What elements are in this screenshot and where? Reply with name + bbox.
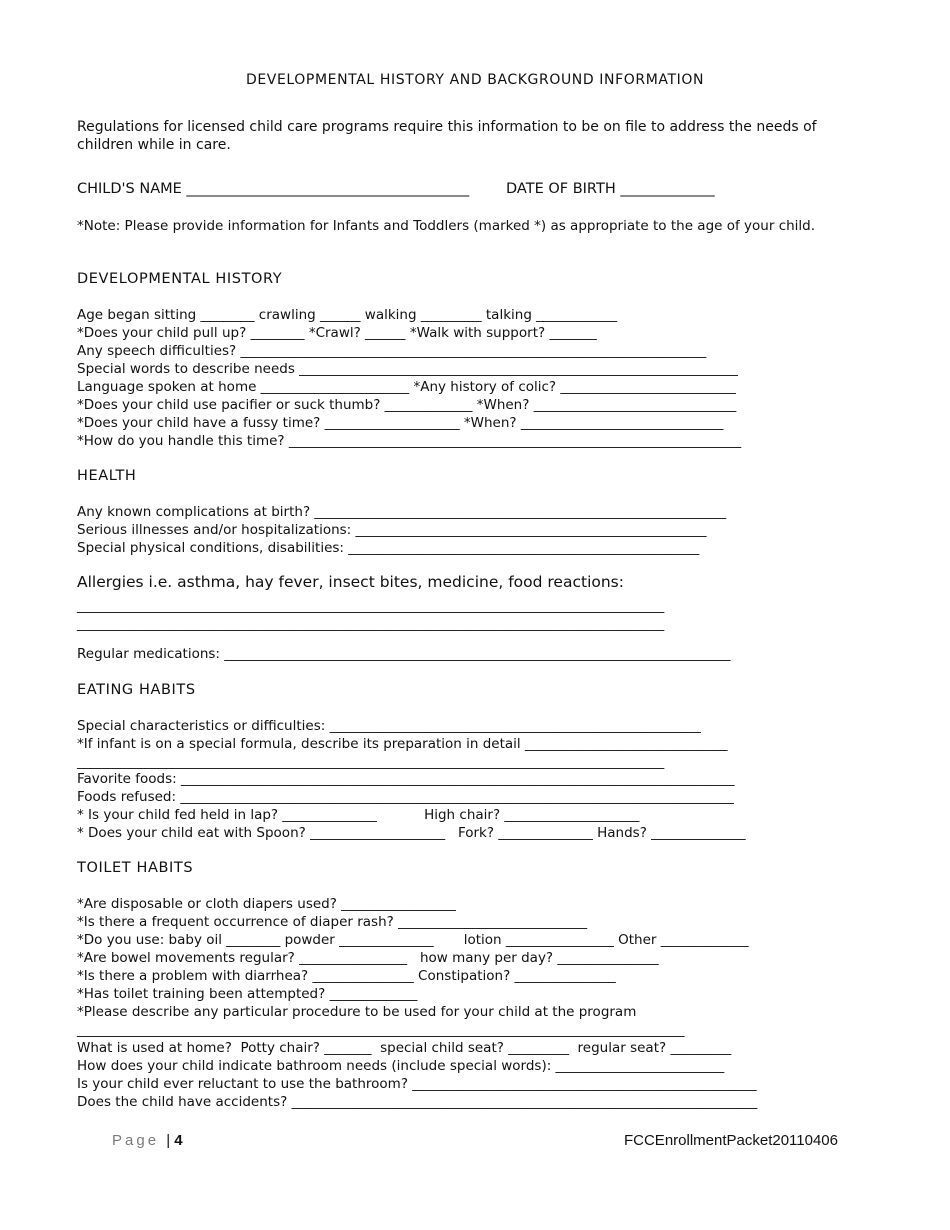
form-line[interactable]: Serious illnesses and/or hospitalizations: ____________________________________________________ (77, 522, 707, 538)
document-code: FCCEnrollmentPacket20110406 (623, 1132, 838, 1149)
form-line[interactable]: Is your child ever reluctant to use the bathroom? ___________________________________________________ (77, 1076, 757, 1092)
form-line[interactable]: What is used at home? Potty chair? _______ special child seat? _________ regular seat? _________ (77, 1040, 732, 1056)
form-line[interactable]: Any speech difficulties? _____________________________________________________________________ (77, 343, 707, 359)
page-label: Page (112, 1132, 160, 1149)
form-line[interactable]: *If infant is on a special formula, describe its preparation in detail ______________________________ (77, 736, 728, 752)
form-line[interactable]: _______________________________________________________________________________________ (77, 754, 665, 770)
form-line[interactable]: Age began sitting ________ crawling ______ walking _________ talking ____________ (77, 307, 618, 323)
form-line[interactable]: Special words to describe needs _________________________________________________________________ (77, 361, 738, 377)
form-line[interactable]: *Is there a problem with diarrhea? _______________ Constipation? _______________ (77, 968, 616, 984)
section-heading-eating: EATING HABITS (77, 682, 196, 698)
form-line: *Please describe any particular procedure to be used for your child at the program (77, 1004, 637, 1020)
page-number-value: 4 (174, 1132, 183, 1149)
form-line[interactable]: * Is your child fed held in lap? ______________ High chair? ____________________ (77, 807, 640, 823)
allergies-blank-line[interactable]: _______________________________________________________________________________________ (77, 598, 665, 614)
form-line[interactable]: Favorite foods: __________________________________________________________________________________ (77, 771, 735, 787)
allergies-label: Allergies i.e. asthma, hay fever, insect bites, medicine, food reactions: (77, 573, 624, 591)
form-line[interactable]: Any known complications at birth? _____________________________________________________________ (77, 504, 727, 520)
form-line[interactable]: *Is there a frequent occurrence of diaper rash? ____________________________ (77, 914, 588, 930)
form-line[interactable]: *Does your child have a fussy time? ____________________ *When? ______________________________ (77, 415, 724, 431)
childs-name-dob-field[interactable]: CHILD'S NAME _______________________________________ DATE OF BIRTH _____________ (77, 181, 715, 197)
form-line[interactable]: *Has toilet training been attempted? _____________ (77, 986, 418, 1002)
form-line[interactable]: Special characteristics or difficulties: _______________________________________________________ (77, 718, 701, 734)
form-line[interactable]: __________________________________________________________________________________________ (77, 1022, 685, 1038)
form-line[interactable]: Does the child have accidents? _____________________________________________________________________ (77, 1094, 758, 1110)
section-heading-toilet: TOILET HABITS (77, 860, 194, 876)
form-line[interactable]: Foods refused: __________________________________________________________________________________ (77, 789, 734, 805)
form-line[interactable]: *How do you handle this time? ___________________________________________________________________ (77, 433, 742, 449)
form-line[interactable]: *Are disposable or cloth diapers used? _________________ (77, 896, 456, 912)
section-heading-health: HEALTH (77, 468, 137, 484)
form-line[interactable]: How does your child indicate bathroom needs (include special words): _________________________ (77, 1058, 725, 1074)
page-number: Page | 4 (112, 1132, 183, 1149)
intro-text: Regulations for licensed child care programs require this information to be on file to address the needs of children while in care. (77, 119, 817, 153)
form-line[interactable]: Special physical conditions, disabilities: ____________________________________________________ (77, 540, 700, 556)
form-line[interactable]: * Does your child eat with Spoon? ____________________ Fork? ______________ Hands? ______________ (77, 825, 746, 841)
form-line[interactable]: *Do you use: baby oil ________ powder ______________ lotion ________________ Other _____________ (77, 932, 749, 948)
page-title: DEVELOPMENTAL HISTORY AND BACKGROUND INFORMATION (245, 72, 705, 88)
form-line[interactable]: *Does your child pull up? ________ *Crawl? ______ *Walk with support? _______ (77, 325, 597, 341)
form-line[interactable]: Language spoken at home ______________________ *Any history of colic? __________________________ (77, 379, 736, 395)
form-line[interactable]: *Are bowel movements regular? ________________ how many per day? _______________ (77, 950, 659, 966)
regular-medications-field[interactable]: Regular medications: ___________________________________________________________________________ (77, 646, 731, 662)
section-heading-developmental: DEVELOPMENTAL HISTORY (77, 271, 283, 287)
note-text: *Note: Please provide information for Infants and Toddlers (marked *) as appropriate to the age of your child. (77, 218, 816, 234)
allergies-blank-line[interactable]: _______________________________________________________________________________________ (77, 616, 665, 632)
form-line[interactable]: *Does your child use pacifier or suck thumb? _____________ *When? ______________________________ (77, 397, 737, 413)
